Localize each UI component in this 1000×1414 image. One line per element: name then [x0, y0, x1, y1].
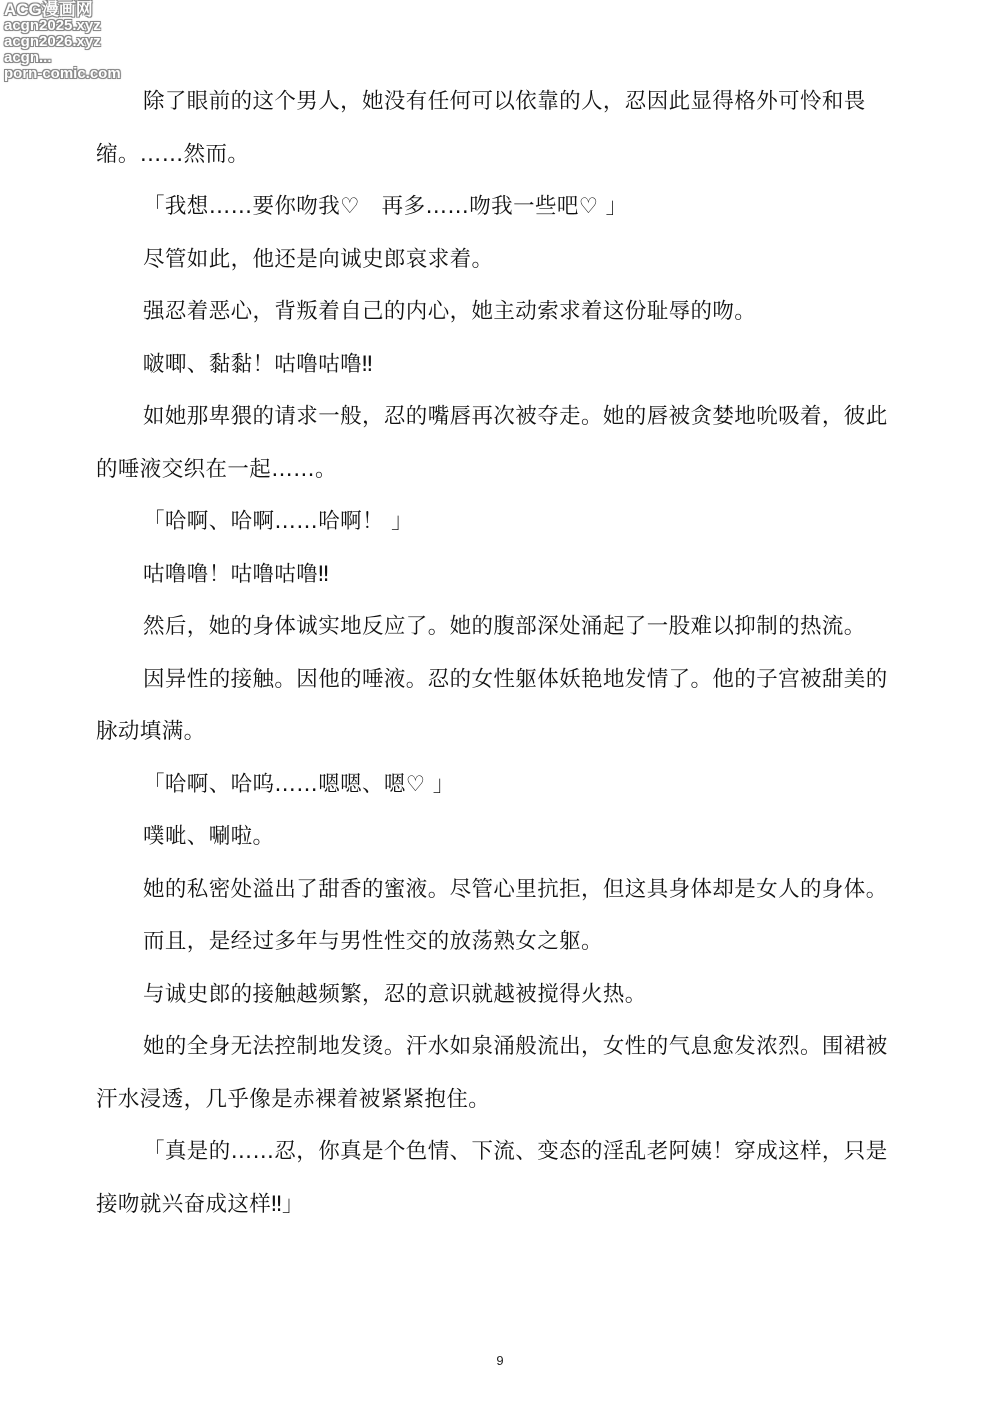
paragraph: 咕噜噜！咕噜咕噜‼ [143, 561, 330, 587]
paragraph: 噗呲、唰啦。 [143, 824, 275, 849]
paragraph: 「哈啊、哈啊……哈啊！ 」 [143, 509, 414, 534]
paragraph: 因异性的接触。因他的唾液。忍的女性躯体妖艳地发情了。他的子宫被甜美的脉动填满。 [96, 666, 888, 744]
watermark [4, 2, 121, 82]
watermark-line: ACG漫画网 [4, 0, 93, 19]
body-text [96, 76, 908, 1231]
paragraph: 然后，她的身体诚实地反应了。她的腹部深处涌起了一股难以抑制的热流。 [143, 614, 866, 639]
paragraph: 她的私密处溢出了甜香的蜜液。尽管心里抗拒，但这具身体却是女人的身体。 [143, 876, 888, 902]
watermark-line: porn-comic.com [4, 65, 121, 82]
paragraph: 而且，是经过多年与男性性交的放荡熟女之躯。 [143, 929, 603, 954]
watermark-line: acgn2025.xyz [4, 17, 101, 34]
paragraph: 尽管如此，他还是向诚史郎哀求着。 [143, 246, 494, 272]
watermark-line: acgn... [4, 49, 52, 66]
watermark-line: acgn2026.xyz [4, 33, 101, 50]
paragraph: 啵唧、黏黏！咕噜咕噜‼ [143, 351, 373, 377]
paragraph: 「真是的……忍，你真是个色情、下流、变态的淫乱老阿姨！穿成这样，只是接吻就兴奋成这样‼」 [96, 1139, 888, 1217]
paragraph: 她的全身无法控制地发烫。汗水如泉涌般流出，女性的气息愈发浓烈。围裙被汗水浸透，几乎像是赤裸着被紧紧抱住。 [96, 1034, 888, 1112]
page-number: 9 [496, 1353, 504, 1368]
paragraph: 强忍着恶心，背叛着自己的内心，她主动索求着这份耻辱的吻。 [143, 299, 757, 324]
paragraph: 「我想……要你吻我♡ 再多……吻我一些吧♡ 」 [143, 194, 628, 219]
paragraph: 与诚史郎的接触越频繁，忍的意识就越被搅得火热。 [143, 981, 647, 1007]
paragraph: 除了眼前的这个男人，她没有任何可以依靠的人，忍因此显得格外可怜和畏缩。……然而。 [96, 89, 866, 167]
paragraph: 「哈啊、哈呜……嗯嗯、嗯♡ 」 [143, 771, 455, 797]
paragraph: 如她那卑猥的请求一般，忍的嘴唇再次被夺走。她的唇被贪婪地吮吸着，彼此的唾液交织在一起……。 [96, 404, 888, 482]
